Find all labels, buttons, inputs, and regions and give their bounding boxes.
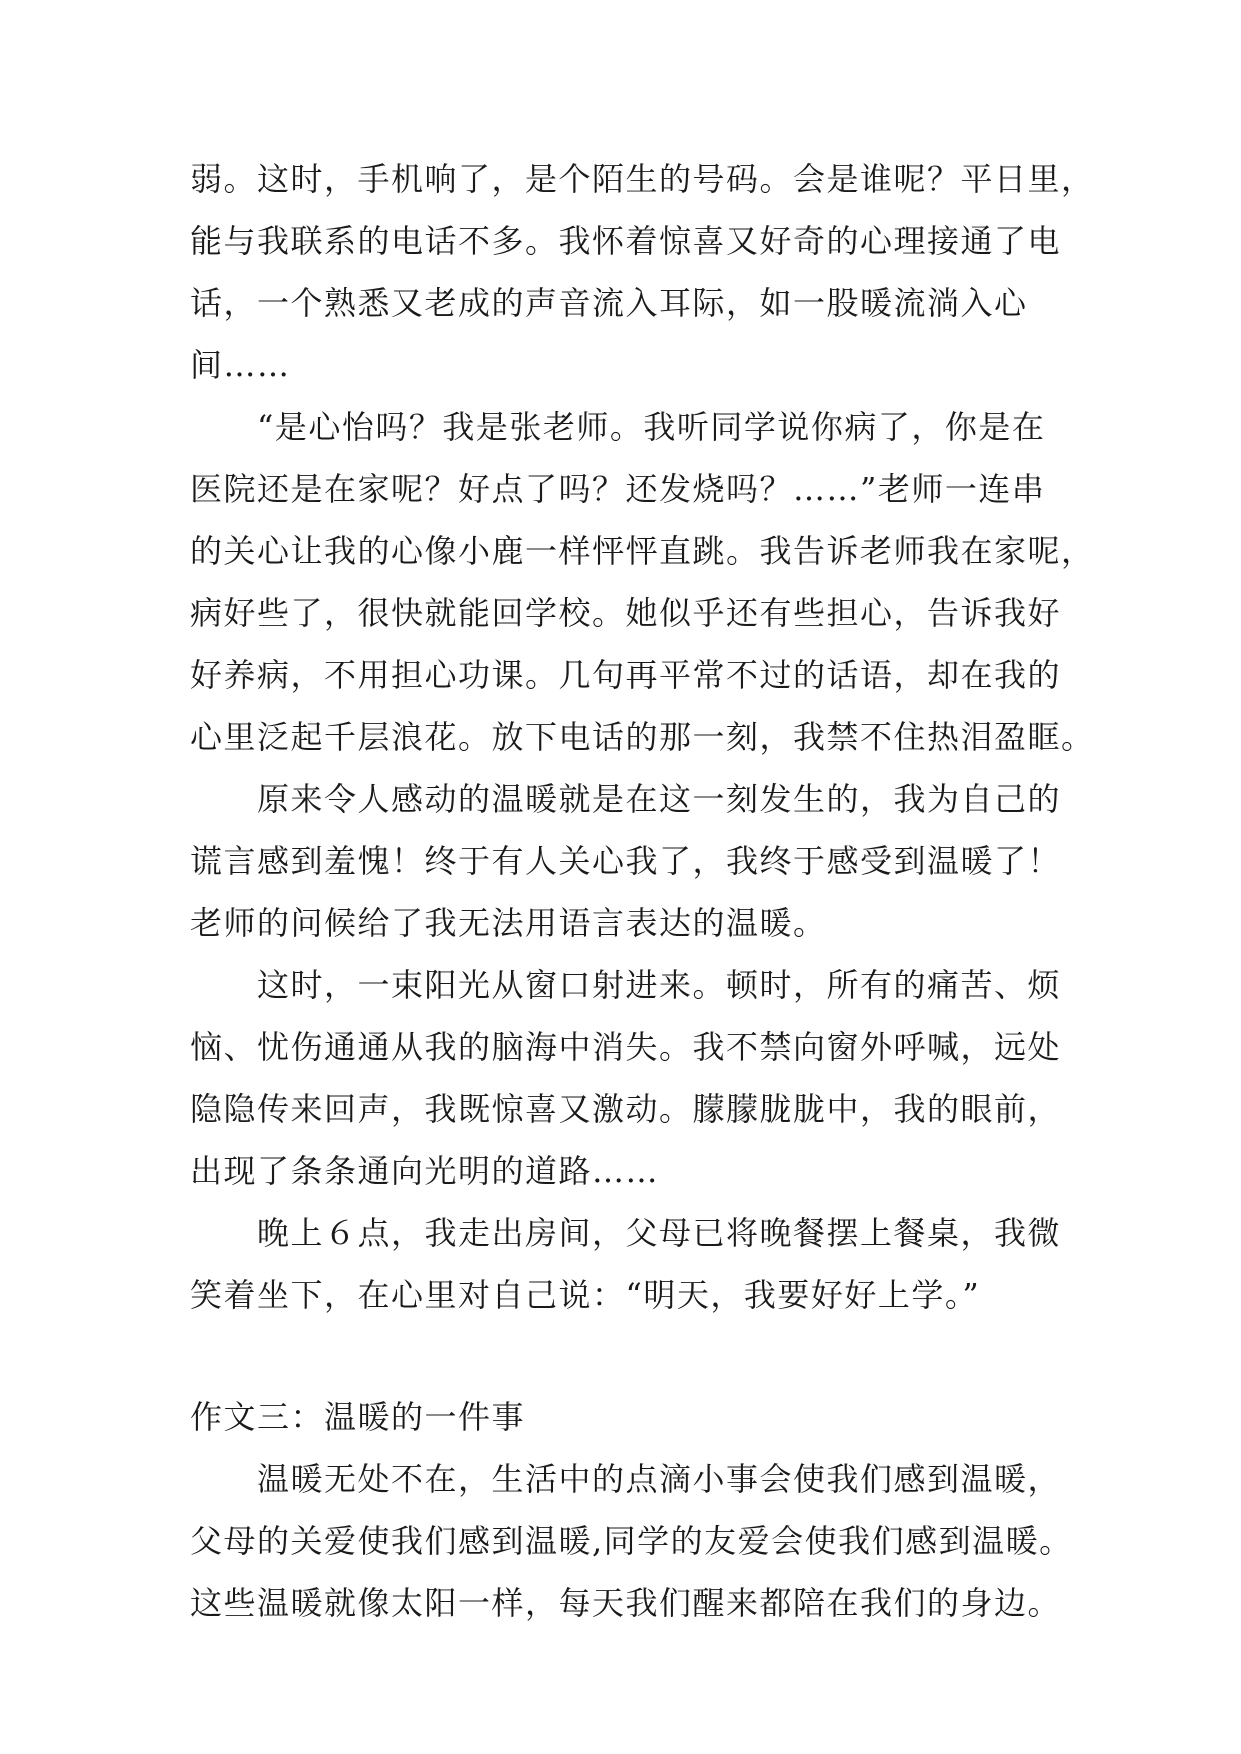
text-line: 弱。这时，手机响了，是个陌生的号码。会是谁呢？平日里，: [190, 160, 1095, 198]
text-line: 笑着坐下，在心里对自己说：“明天，我要好好上学。”: [190, 1276, 981, 1314]
document-page: [190, 148, 1095, 1634]
text-line: 医院还是在家呢？好点了吗？还发烧吗？……”老师一连串: [190, 470, 1046, 508]
text-line: “是心怡吗？我是张老师。我听同学说你病了，你是在: [190, 408, 1046, 446]
text-line: 心里泛起千层浪花。放下电话的那一刻，我禁不住热泪盈眶。: [190, 718, 1095, 756]
text-line: 晚上６点，我走出房间，父母已将晚餐摆上餐桌，我微: [190, 1214, 1062, 1252]
text-line: 老师的问候给了我无法用语言表达的温暖。: [190, 904, 827, 942]
text-line: 这些温暖就像太阳一样，每天我们醒来都陪在我们的身边。: [190, 1584, 1062, 1622]
text-line: 好养病，不用担心功课。几句再平常不过的话语，却在我的: [190, 656, 1062, 694]
text-line: 间……: [190, 346, 291, 384]
essay-two-body: [190, 148, 1095, 1326]
text-line: 隐隐传来回声，我既惊喜又激动。朦朦胧胧中，我的眼前，: [190, 1090, 1062, 1128]
text-line: 原来令人感动的温暖就是在这一刻发生的，我为自己的: [190, 780, 1062, 818]
text-line: 话，一个熟悉又老成的声音流入耳际，如一股暖流淌入心: [190, 284, 1028, 322]
text-line: 恼、忧伤通通从我的脑海中消失。我不禁向窗外呼喊，远处: [190, 1028, 1062, 1066]
text-line: 温暖无处不在，生活中的点滴小事会使我们感到温暖，: [190, 1460, 1062, 1498]
essay-three-body: [190, 1448, 1073, 1634]
text-line: 的关心让我的心像小鹿一样怦怦直跳。我告诉老师我在家呢，: [190, 532, 1095, 570]
section-spacer: [190, 1326, 1070, 1386]
text-line: 这时，一束阳光从窗口射进来。顿时，所有的痛苦、烦: [190, 966, 1062, 1004]
text-line: 父母的关爱使我们感到温暖,同学的友爱会使我们感到温暖。: [190, 1522, 1073, 1560]
text-line: 病好些了，很快就能回学校。她似乎还有些担心，告诉我好: [190, 594, 1062, 632]
text-line: 谎言感到羞愧！终于有人关心我了，我终于感受到温暖了！: [190, 842, 1062, 880]
section-title: 作文三：温暖的一件事: [190, 1398, 526, 1436]
text-line: 能与我联系的电话不多。我怀着惊喜又好奇的心理接通了电: [190, 222, 1062, 260]
text-line: 出现了条条通向光明的道路……: [190, 1152, 660, 1190]
